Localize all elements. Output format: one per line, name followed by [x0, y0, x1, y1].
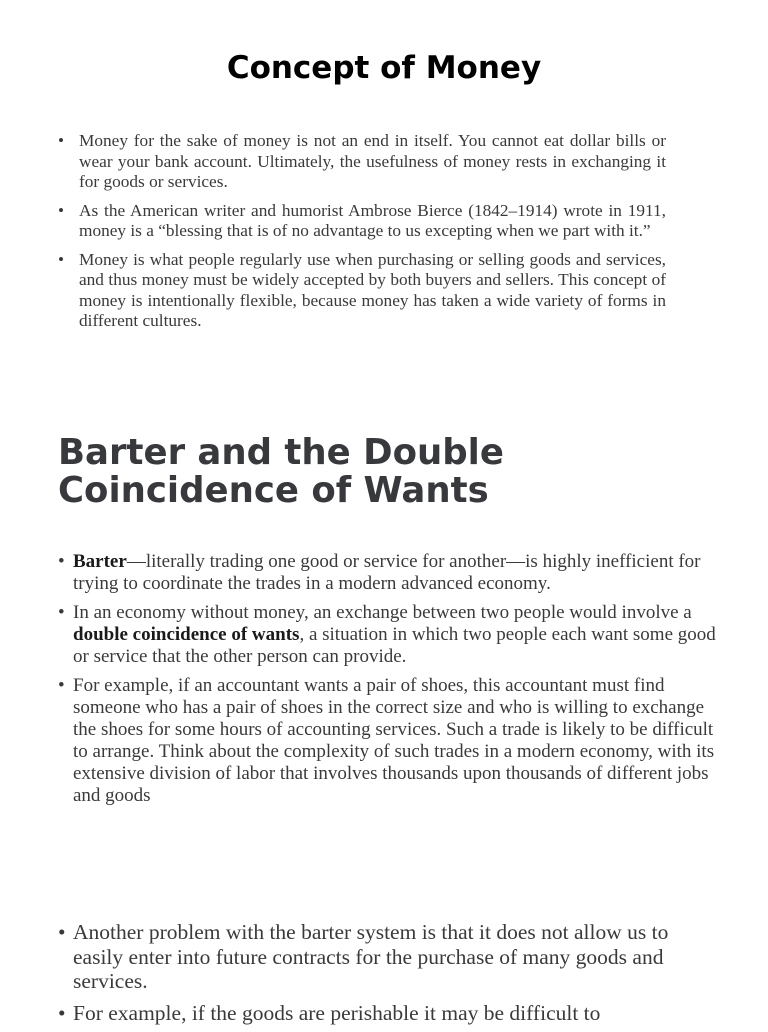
term-barter: Barter — [73, 551, 127, 572]
slide-title-barter: Barter and the Double Coincidence of Wants — [58, 432, 504, 511]
list-item — [58, 920, 718, 994]
bullet-text: Another problem with the barter system is that it does not allow us to easily enter into future contracts for the purchase of many goods and services. — [73, 920, 669, 993]
bullet-text: Money is what people regularly use when purchasing or selling goods and services, and thus money must be widely accepted by both buyers and sellers. This concept of money is intentionally flexible, because money has taken a wide variety of forms in different cultures. — [79, 249, 666, 330]
list-item — [58, 250, 666, 332]
bullet-icon: • — [58, 1000, 66, 1025]
bullet-icon: • — [58, 551, 65, 572]
bullet-text: Money for the sake of money is not an end in itself. You cannot eat dollar bills or wear your bank account. Ultimately, the usefulness of money rests in exchanging it for goods or services. — [79, 131, 666, 191]
list-item — [58, 131, 666, 193]
bullet-text: For example, if the goods are perishable it may be difficult to — [73, 1000, 601, 1025]
list-item — [58, 551, 718, 595]
bullet-icon: • — [58, 131, 65, 150]
slide-title-concept-of-money: Concept of Money — [226, 50, 542, 86]
barter-problem-bullet-list — [58, 920, 718, 1032]
barter-bullet-list — [58, 551, 718, 814]
bullet-text: —literally trading one good or service for another—is highly inefficient for trying to coordinate the trades in a modern advanced economy. — [73, 551, 701, 594]
bullet-text: , a situation in which two people each want some good or service that the other person can provide. — [73, 624, 716, 667]
list-item — [58, 1001, 718, 1026]
bullet-text: In an economy without money, an exchange between two people would involve a — [73, 602, 692, 623]
list-item — [58, 201, 666, 242]
bullet-icon: • — [58, 602, 65, 623]
list-item — [58, 602, 718, 668]
concept-bullet-list — [58, 131, 666, 340]
bullet-text: For example, if an accountant wants a pair of shoes, this accountant must find someone who has a pair of shoes in the correct size and who is willing to exchange the shoes for some hours of accounting services. Such a trade is likely to be difficult to arrange. Think about the complexity of such trades in a modern economy, with its extensive division of labor that involves thousands upon thousands of different jobs and goods — [73, 675, 715, 806]
bullet-icon: • — [58, 675, 65, 696]
bullet-icon: • — [58, 920, 66, 944]
bullet-text: As the American writer and humorist Ambrose Bierce (1842–1914) wrote in 1911, money is a “blessing that is of no advantage to us excepting when we part with it.” — [79, 200, 666, 240]
list-item — [58, 675, 718, 807]
bullet-icon: • — [58, 249, 65, 269]
bullet-icon: • — [58, 200, 65, 220]
term-double-coincidence: double coincidence of wants — [73, 624, 300, 645]
